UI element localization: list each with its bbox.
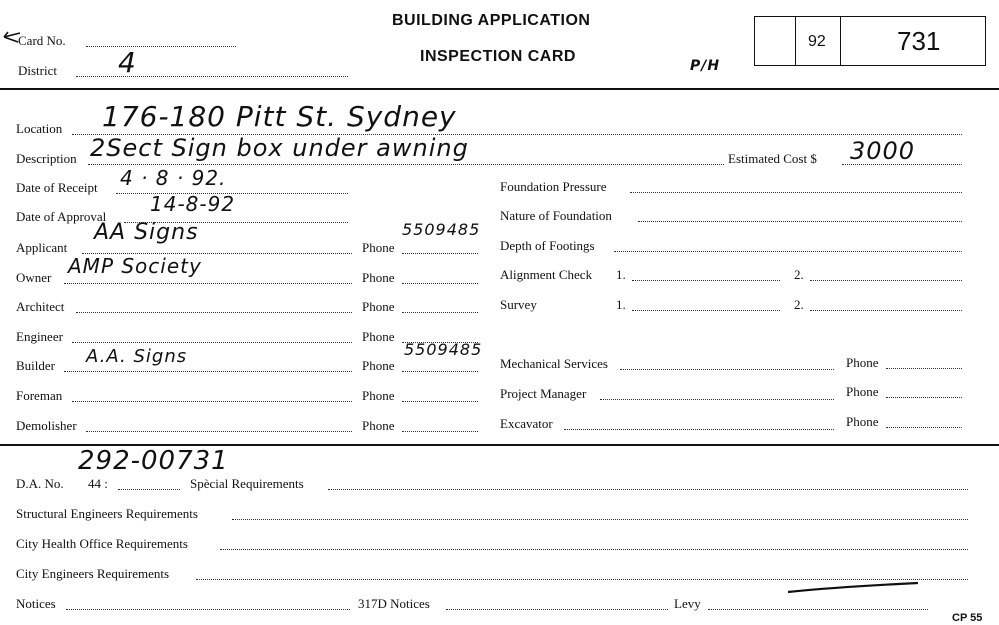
structural-engineers-field[interactable]: [232, 519, 968, 520]
da-number-handwritten: 292-00731: [78, 446, 229, 476]
city-engineers-label: City Engineers Requirements: [16, 566, 170, 581]
survey-field-1[interactable]: [632, 310, 780, 311]
architect-phone-field[interactable]: [402, 312, 478, 313]
owner-field[interactable]: [64, 283, 352, 284]
builder-phone-field[interactable]: [402, 371, 478, 372]
architect-field[interactable]: [76, 312, 352, 313]
foreman-phone-field[interactable]: [402, 401, 478, 402]
foundation-pressure-label: Foundation Pressure: [500, 179, 607, 194]
excavator-phone-label: Phone: [846, 414, 879, 429]
district-label: District: [18, 63, 57, 78]
description-field[interactable]: [88, 164, 724, 165]
alignment-check-field-1[interactable]: [632, 280, 780, 281]
alignment-check-label: Alignment Check: [500, 267, 593, 282]
engineer-field[interactable]: [72, 342, 352, 343]
excavator-field[interactable]: [564, 429, 834, 430]
project-manager-phone-field[interactable]: [886, 397, 962, 398]
demolisher-phone-label: Phone: [362, 418, 395, 433]
demolisher-label: Demolisher: [16, 418, 77, 433]
project-manager-field[interactable]: [600, 399, 834, 400]
builder-field[interactable]: [64, 371, 352, 372]
owner-phone-field[interactable]: [402, 283, 478, 284]
levy-field[interactable]: [708, 609, 928, 610]
survey-label: Survey: [500, 297, 537, 312]
applicant-phone: 5509485: [402, 220, 481, 239]
da-number-field[interactable]: [118, 489, 180, 490]
applicant-phone-field[interactable]: [402, 253, 478, 254]
city-health-label: City Health Office Requirements: [16, 536, 188, 551]
owner-value: AMP Society: [68, 254, 202, 278]
architect-phone-label: Phone: [362, 299, 395, 314]
estimated-cost-value: 3000: [850, 137, 916, 165]
builder-phone: 5509485: [404, 340, 483, 359]
applicant-value: AA Signs: [94, 220, 199, 245]
notices-field[interactable]: [66, 609, 350, 610]
excavator-phone-field[interactable]: [886, 427, 962, 428]
form-title-line2: INSPECTION CARD: [420, 48, 576, 65]
engineer-label: Engineer: [16, 329, 63, 344]
demolisher-field[interactable]: [86, 431, 352, 432]
date-of-receipt-label: Date of Receipt: [16, 180, 98, 195]
da-number-prefix: 44 :: [88, 476, 108, 491]
description-label: Description: [16, 151, 77, 166]
notices-317d-field[interactable]: [446, 609, 668, 610]
location-label: Location: [16, 121, 63, 136]
alignment-check-num2: 2.: [794, 267, 804, 282]
initials-mark: P/H: [690, 58, 721, 74]
card-number-box: [754, 16, 986, 66]
engineer-phone-label: Phone: [362, 329, 395, 344]
da-number-label: D.A. No.: [16, 476, 64, 491]
card-number: 731: [897, 26, 941, 56]
date-of-approval-value: 14-8-92: [150, 192, 236, 216]
city-health-field[interactable]: [220, 549, 968, 550]
special-requirements-label: Spècial Requirements: [190, 476, 304, 491]
architect-label: Architect: [16, 299, 65, 314]
special-requirements-field[interactable]: [328, 489, 968, 490]
foreman-label: Foreman: [16, 388, 63, 403]
estimated-cost-label: Estimated Cost $: [728, 151, 817, 166]
survey-num1: 1.: [616, 297, 626, 312]
card-no-field[interactable]: [86, 46, 236, 47]
builder-value: A.A. Signs: [86, 346, 188, 367]
project-manager-label: Project Manager: [500, 386, 587, 401]
mechanical-services-field[interactable]: [620, 369, 834, 370]
card-year: 92: [808, 33, 826, 50]
applicant-label: Applicant: [16, 240, 68, 255]
levy-pen-stroke: [786, 580, 922, 596]
demolisher-phone-field[interactable]: [402, 431, 478, 432]
location-value: 176-180 Pitt St. Sydney: [102, 100, 457, 133]
foreman-phone-label: Phone: [362, 388, 395, 403]
builder-phone-label: Phone: [362, 358, 395, 373]
alignment-check-field-2[interactable]: [810, 280, 962, 281]
survey-num2: 2.: [794, 297, 804, 312]
notices-label: Notices: [16, 596, 56, 611]
mechanical-services-phone-field[interactable]: [886, 368, 962, 369]
project-manager-phone-label: Phone: [846, 384, 879, 399]
levy-label: Levy: [674, 596, 701, 611]
form-code: CP 55: [952, 612, 983, 624]
owner-label: Owner: [16, 270, 52, 285]
district-field[interactable]: [76, 76, 348, 77]
structural-engineers-label: Structural Engineers Requirements: [16, 506, 198, 521]
foreman-field[interactable]: [72, 401, 352, 402]
survey-field-2[interactable]: [810, 310, 962, 311]
notices-317d-label: 317D Notices: [358, 596, 430, 611]
mechanical-services-phone-label: Phone: [846, 355, 879, 370]
nature-of-foundation-label: Nature of Foundation: [500, 208, 612, 223]
form-title-line1: BUILDING APPLICATION: [392, 12, 591, 29]
foundation-pressure-field[interactable]: [630, 192, 962, 193]
date-of-approval-label: Date of Approval: [16, 209, 107, 224]
applicant-phone-label: Phone: [362, 240, 395, 255]
description-value: 2Sect Sign box under awning: [90, 134, 469, 162]
owner-phone-label: Phone: [362, 270, 395, 285]
district-value: 4: [118, 46, 137, 79]
builder-label: Builder: [16, 358, 55, 373]
card-no-label: Card No.: [18, 33, 66, 48]
alignment-check-num1: 1.: [616, 267, 626, 282]
depth-of-footings-label: Depth of Footings: [500, 238, 595, 253]
header-divider: [0, 88, 999, 90]
nature-of-foundation-field[interactable]: [638, 221, 962, 222]
excavator-label: Excavator: [500, 416, 553, 431]
mechanical-services-label: Mechanical Services: [500, 356, 608, 371]
depth-of-footings-field[interactable]: [614, 251, 962, 252]
date-of-receipt-value: 4 · 8 · 92.: [120, 166, 227, 190]
